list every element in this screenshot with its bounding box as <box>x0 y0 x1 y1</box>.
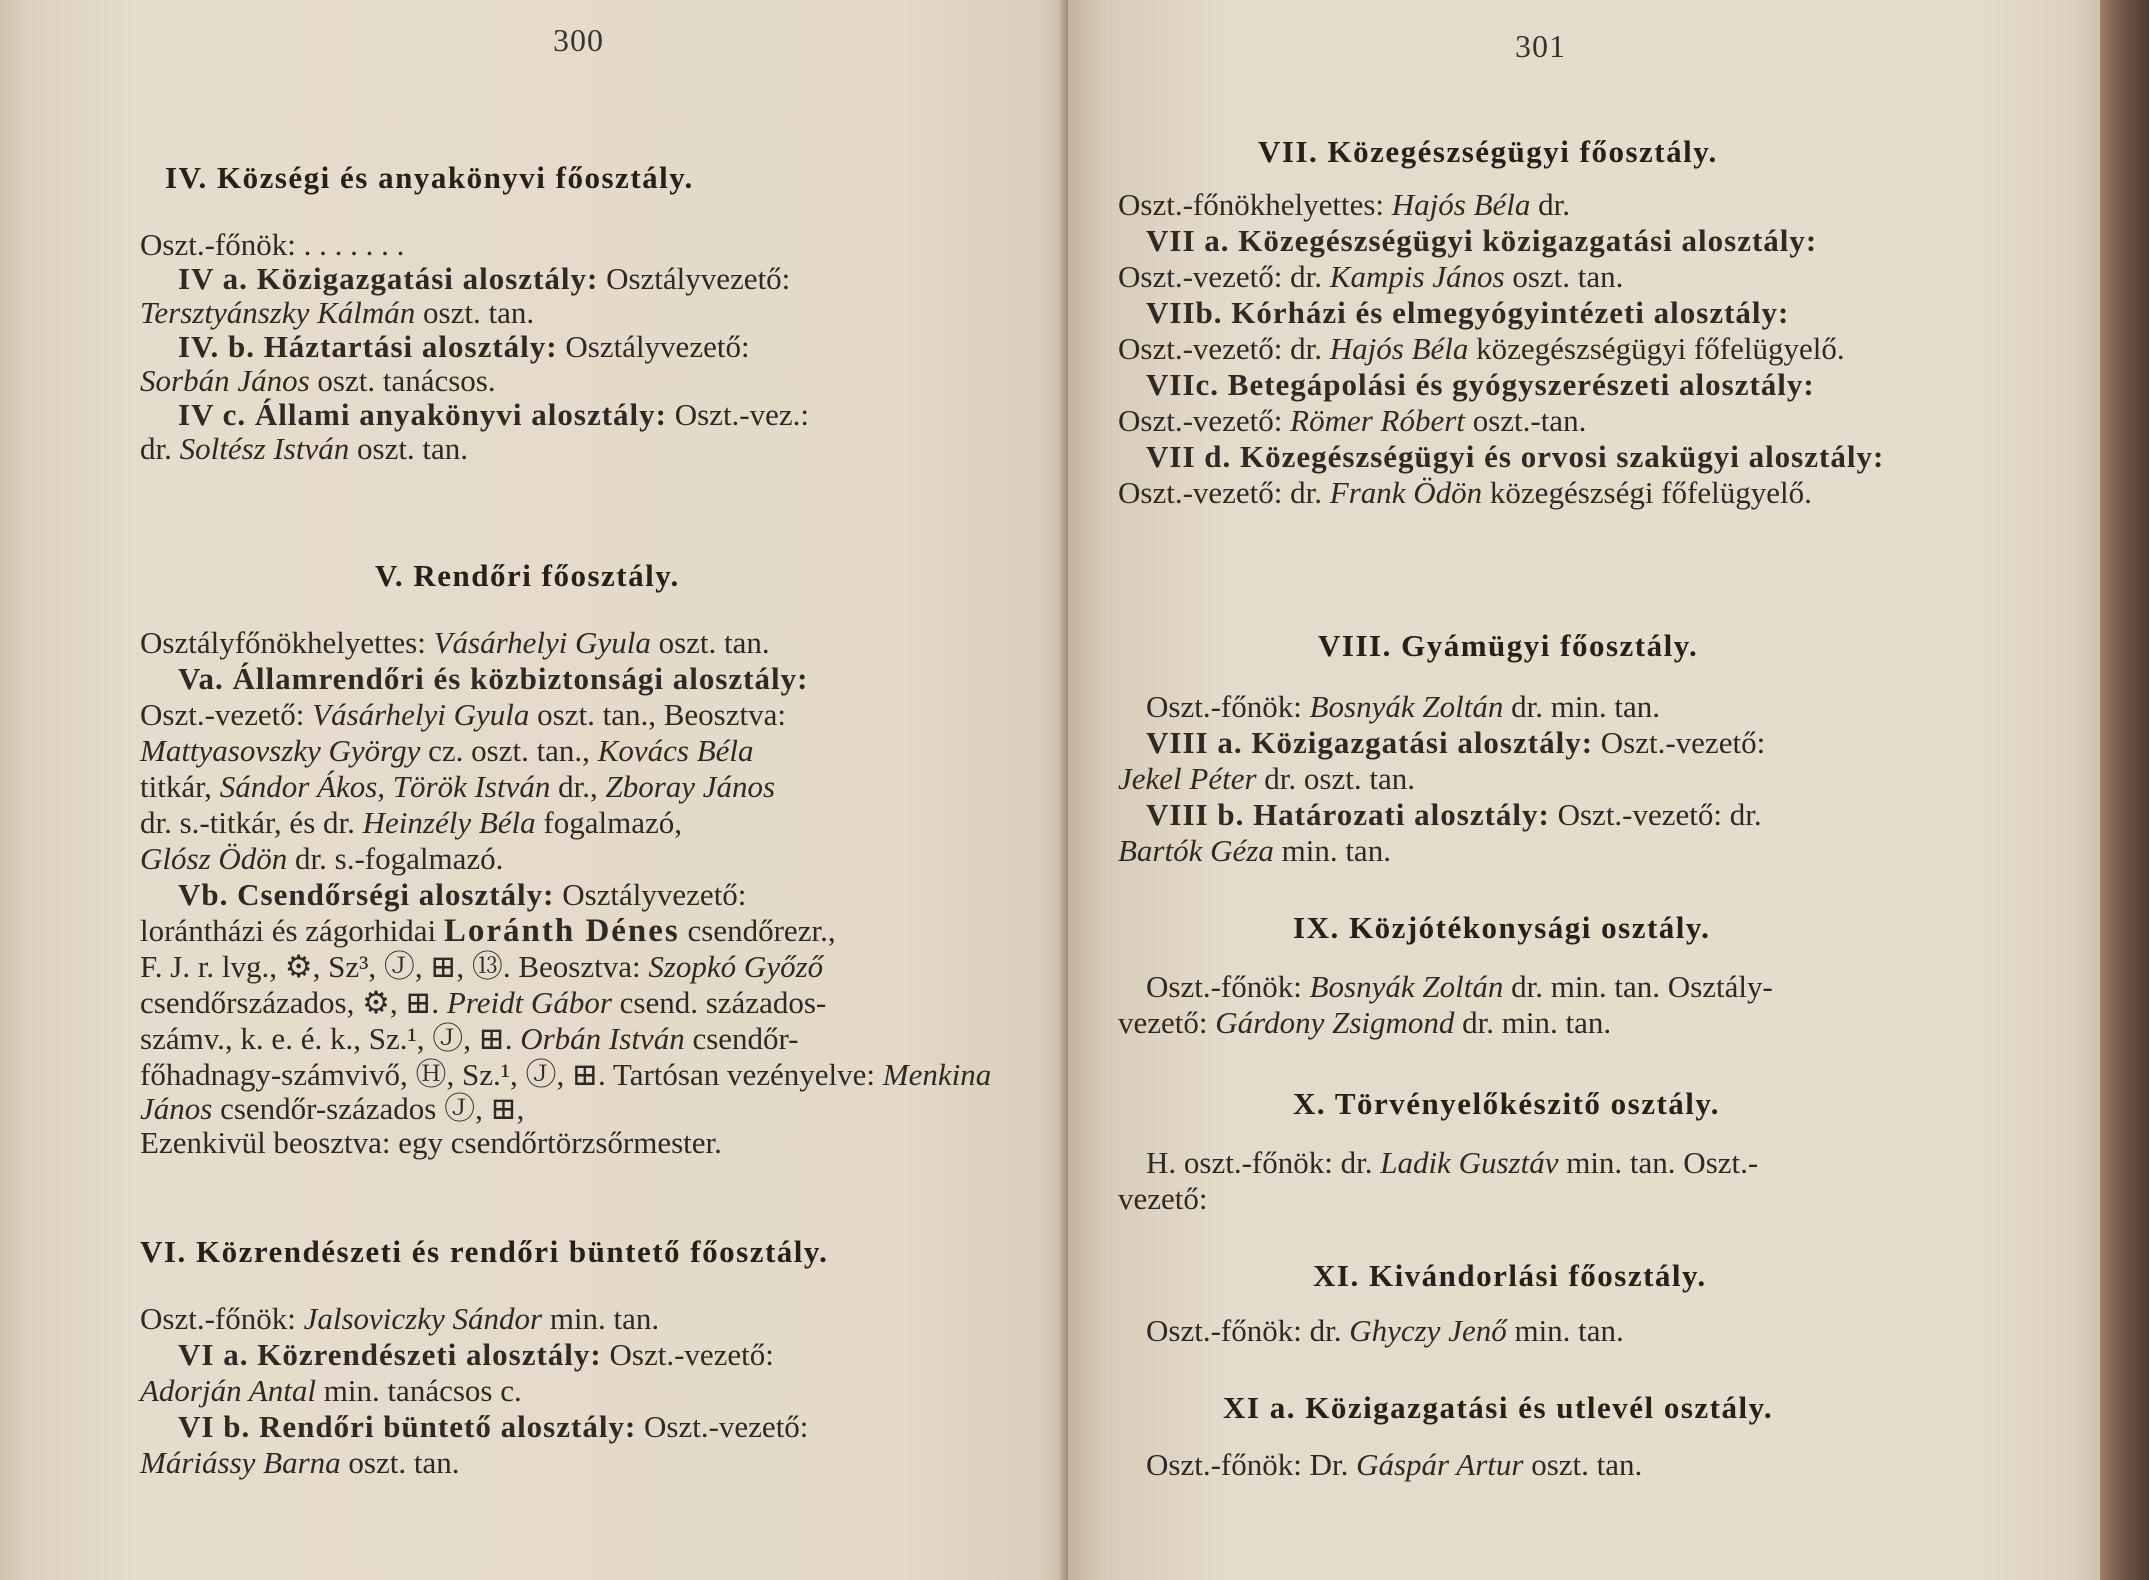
page-number: 300 <box>553 22 604 58</box>
viib-line: VIIb. Kórházi és elmegyógyintézeti alosztály: <box>1146 295 1790 330</box>
section-ix-body: Oszt.-főnök: Bosnyák Zoltán dr. min. tan. Osztály- vezető: Gárdony Zsigmond dr. min. tan. <box>1118 969 1773 1040</box>
iva-line: IV a. Közigazgatási alosztály: Osztályvezető: <box>178 261 791 296</box>
via-line: VI a. Közrendészeti alosztály: Oszt.-vezető: <box>178 1337 774 1372</box>
section-vii-body: Oszt.-főnökhelyettes: Hajós Béla dr. VII a. Közegészségügyi közigazgatási alosztály: Oszt.-vezető: dr. Kampis János oszt. tan. VIIb. Kórházi és elmegyógyintézeti alosztály: Oszt.-vezető: dr. Hajós Béla közegészségügyi főfelügyelő. VIIc. Betegápolási és gyógyszerészeti alosztály: Oszt.-vezető: Römer Róbert oszt.-tan. VII d. Közegészségügyi és orvosi szakügyi alosztály: Oszt.-vezető: dr. Frank Ödön közegészségi főfelügyelő. <box>1118 188 2018 512</box>
ivb-line: IV. b. Háztartási alosztály: Osztályvezető: <box>178 329 750 364</box>
va-line: Va. Államrendőri és közbiztonsági alosztály: <box>178 661 809 696</box>
viid-line: VII d. Közegészségügyi és orvosi szakügyi alosztály: <box>1146 439 1885 474</box>
viic-line: VIIc. Betegápolási és gyógyszerészeti alosztály: <box>1146 367 1815 402</box>
vb-line: Vb. Csendőrségi alosztály: Osztályvezető: <box>178 877 747 912</box>
section-v-heading: V. Rendőri főosztály. <box>375 558 680 593</box>
section-vi-heading: VI. Közrendészeti és rendőri büntető főosztály. <box>140 1234 829 1269</box>
chief-line: Oszt.-főnök: . . . . . . . <box>140 227 405 262</box>
left-page <box>0 0 1068 1580</box>
section-viii-heading: VIII. Gyámügyi főosztály. <box>1318 628 1699 663</box>
viiia-line: VIII a. Közigazgatási alosztály: Oszt.-vezető: <box>1146 725 1766 760</box>
section-x-heading: X. Törvényelőkészitő osztály. <box>1293 1086 1720 1121</box>
viia-line: VII a. Közegészségügyi közigazgatási alosztály: <box>1146 223 1818 258</box>
right-page <box>1068 0 2100 1580</box>
page-number: 301 <box>1515 28 1566 64</box>
section-v-body: Osztályfőnökhelyettes: Vásárhelyi Gyula oszt. tan. Va. Államrendőri és közbiztonsági alosztály: Oszt.-vezető: Vásárhelyi Gyula oszt. tan., Beosztva: Mattyasovszky György cz. oszt. tan., Kovács Béla titkár, Sándor Ákos, Török István dr., Zboray János dr. s.-titkár, és dr. Heinzély Béla fogalmazó, Glósz Ödön dr. s.-fogalmazó. Vb. Csendőrségi alosztály: Osztályvezető: lorántházi és zágorhidai Loránth Dénes csendőrezr., F. J. r. lvg., ⚙, Sz³, Ⓙ, ⊞, ⑬. Beosztva: Szopkó Győző csendőrszázados, ⚙, ⊞. Preidt Gábor csend. százados- számv., k. e. é. k., Sz.¹, Ⓙ, ⊞. Orbán István csendőr- főhadnagy-számvivő, Ⓗ, Sz.¹, Ⓙ, ⊞. Tartósan vezényelve: Menkina János csendőr-százados Ⓙ, ⊞, Ezenkivül beosztva: egy csendőrtörzsőrmester. <box>140 626 1010 1162</box>
viiib-line: VIII b. Határozati alosztály: Oszt.-vezető: dr. <box>1146 797 1762 832</box>
section-xi-body: Oszt.-főnök: dr. Ghyczy Jenő min. tan. <box>1146 1313 1624 1348</box>
section-ix-heading: IX. Közjótékonysági osztály. <box>1293 910 1711 945</box>
ivc-line: IV c. Állami anyakönyvi alosztály: Oszt.-vez.: <box>178 397 810 432</box>
section-iv-heading: IV. Községi és anyakönyvi főosztály. <box>165 160 694 195</box>
section-xia-body: Oszt.-főnök: Dr. Gáspár Artur oszt. tan. <box>1146 1447 1643 1482</box>
section-viii-body: Oszt.-főnök: Bosnyák Zoltán dr. min. tan. VIII a. Közigazgatási alosztály: Oszt.-vezető: Jekel Péter dr. oszt. tan. VIII b. Határozati alosztály: Oszt.-vezető: dr. Bartók Géza min. tan. <box>1118 690 2018 870</box>
section-vii-heading: VII. Közegészségügyi főosztály. <box>1258 134 1718 169</box>
vib-line: VI b. Rendőri büntető alosztály: Oszt.-vezető: <box>178 1409 809 1444</box>
book-page-edge <box>2100 0 2149 1580</box>
section-iv-body: Oszt.-főnök: . . . . . . . IV a. Közigazgatási alosztály: Osztályvezető: Tersztyánszky Kálmán oszt. tan. IV. b. Háztartási alosztály: Osztályvezető: Sorbán János oszt. tanácsos. IV c. Állami anyakönyvi alosztály: Oszt.-vez.: dr. Soltész István oszt. tan. <box>140 228 1010 466</box>
section-xia-heading: XI a. Közigazgatási és utlevél osztály. <box>1223 1390 1774 1425</box>
section-vi-body: Oszt.-főnök: Jalsoviczky Sándor min. tan. VI a. Közrendészeti alosztály: Oszt.-vezető: Adorján Antal min. tanácsos c. VI b. Rendőri büntető alosztály: Oszt.-vezető: Máriássy Barna oszt. tan. <box>140 1302 1010 1482</box>
section-x-body: H. oszt.-főnök: dr. Ladik Gusztáv min. tan. Oszt.- vezető: <box>1118 1145 1759 1216</box>
section-xi-heading: XI. Kivándorlási főosztály. <box>1313 1258 1707 1293</box>
